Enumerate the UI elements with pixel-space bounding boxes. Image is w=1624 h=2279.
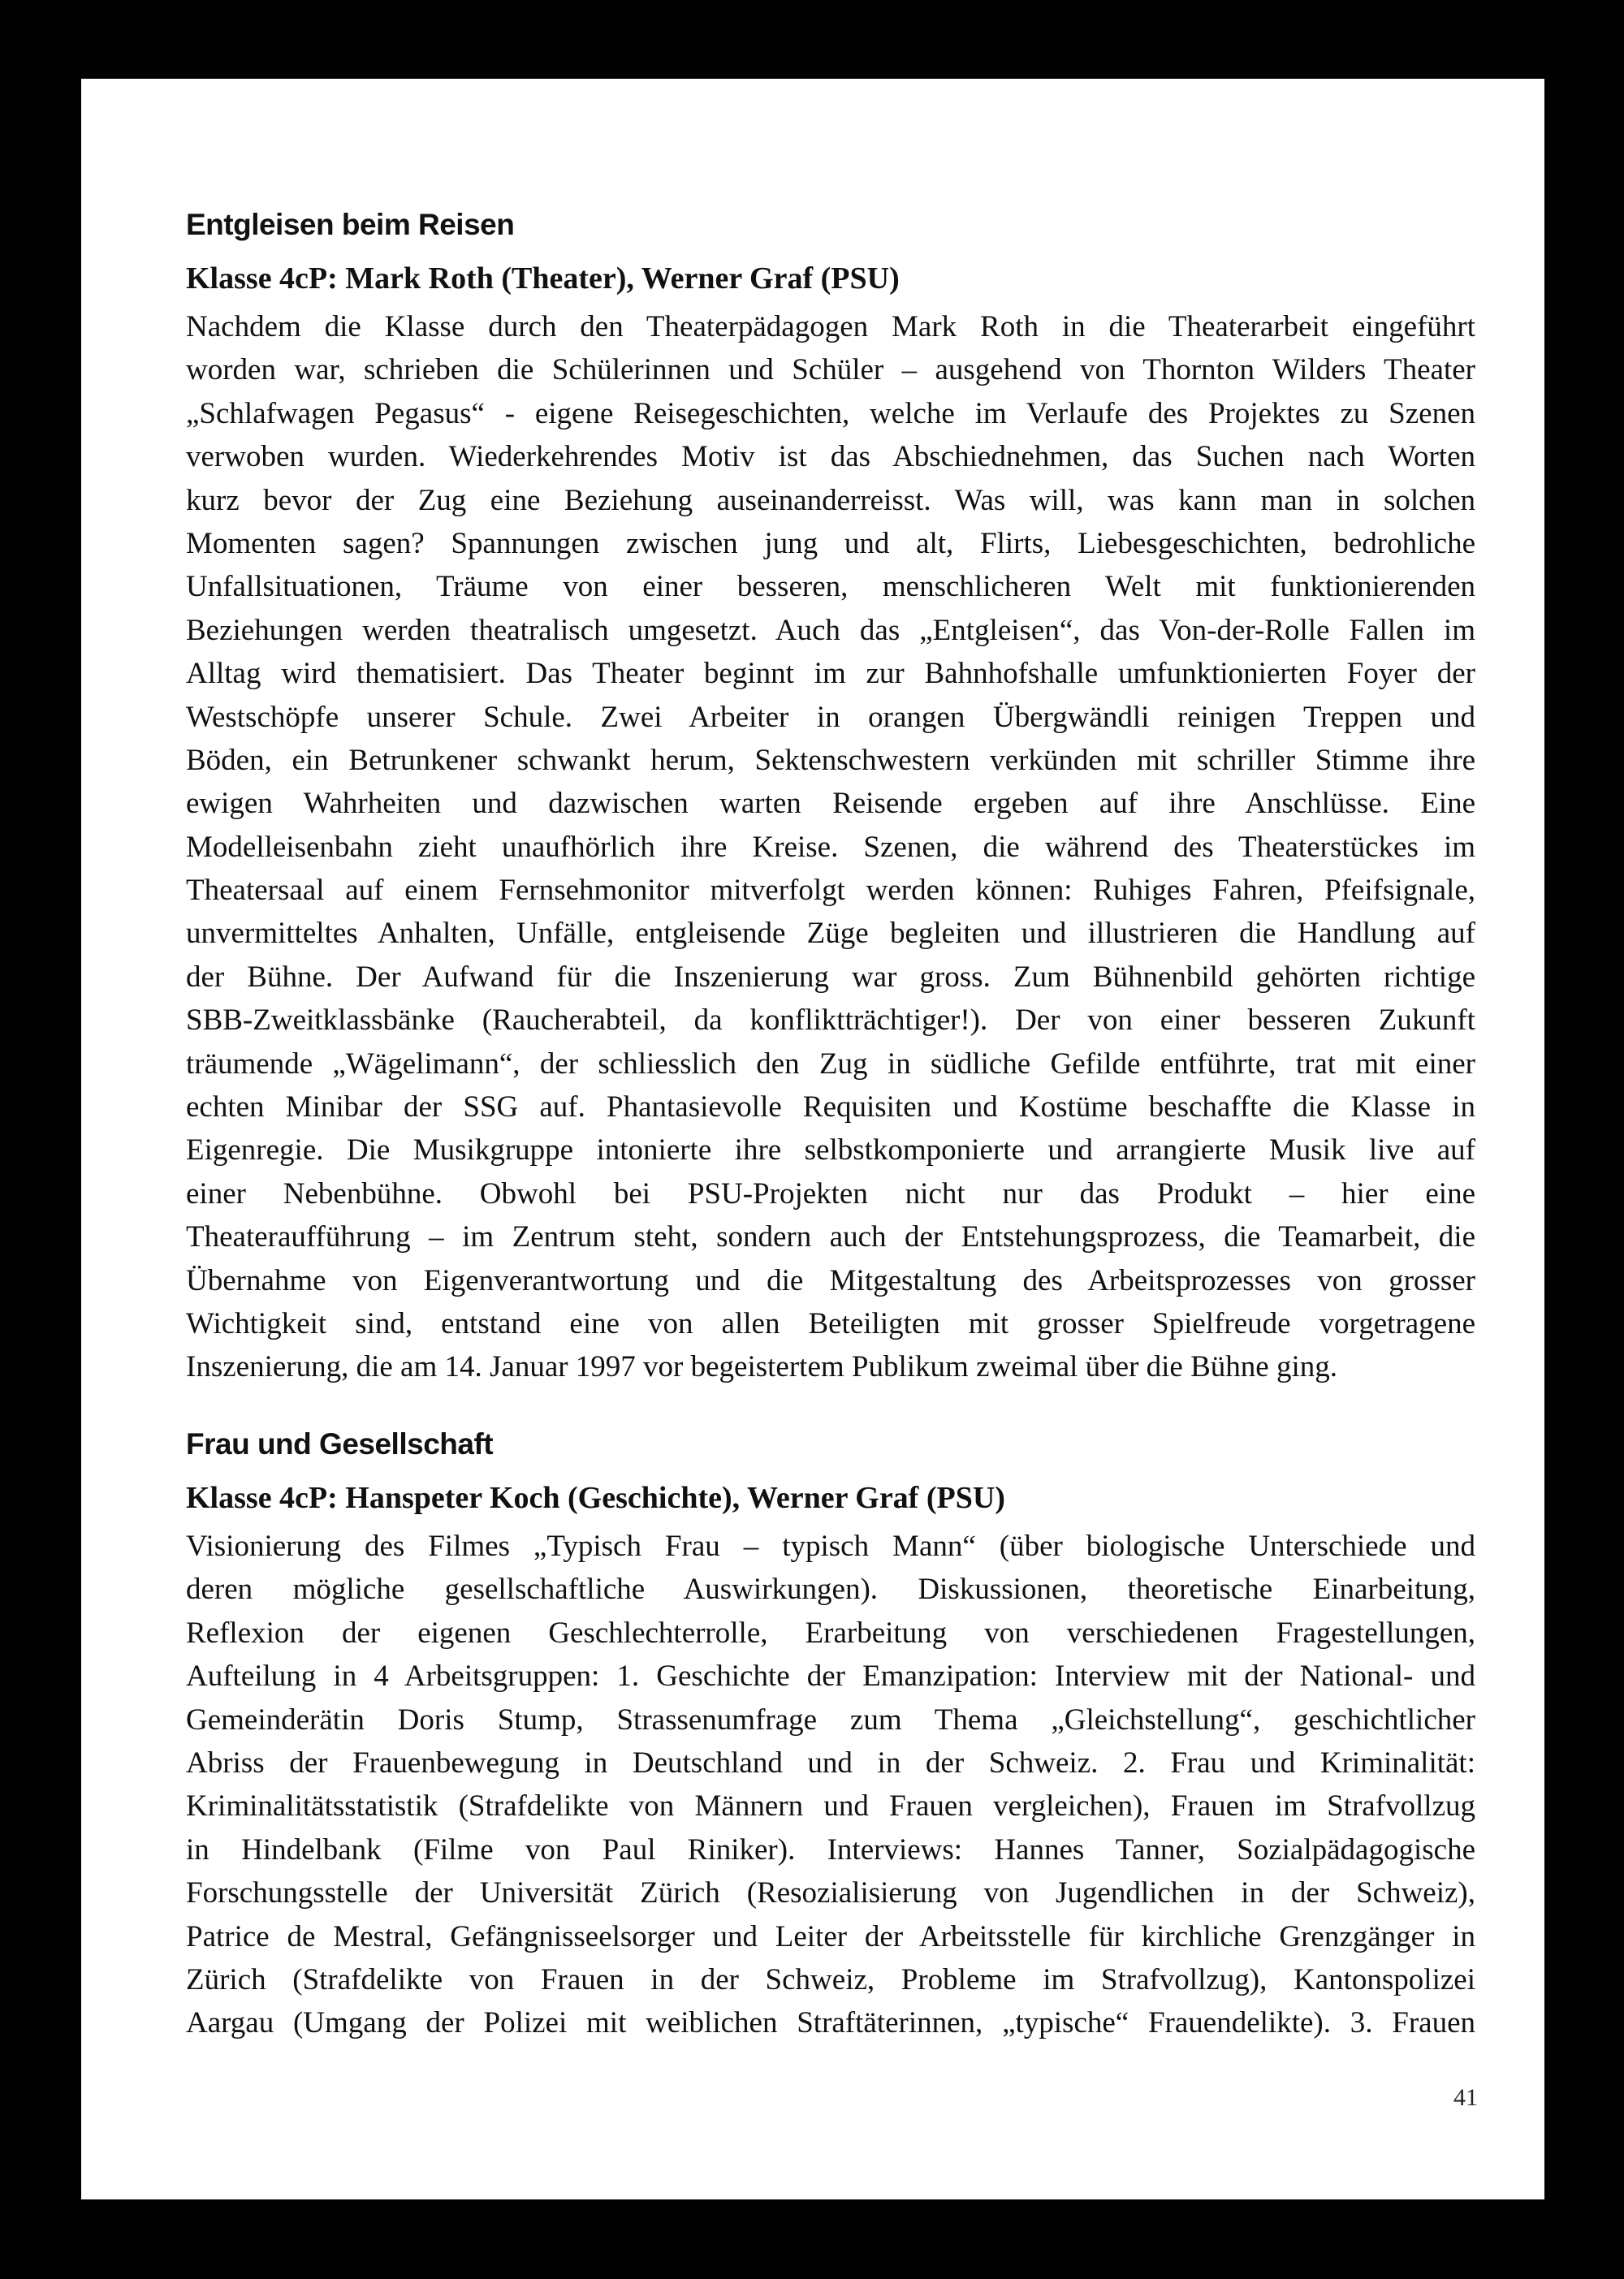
text-line: Momenten sagen? Spannungen zwischen jung und alt, Flirts, Liebesgeschichten, bedrohliche — [186, 526, 1475, 560]
text-line: Forschungsstelle der Universität Zürich (Resozialisierung von Jugendlichen in der Schweiz), — [186, 1876, 1475, 1910]
text-line: Wichtigkeit sind, entstand eine von allen Beteiligten mit grosser Spielfreude vorgetragene — [186, 1306, 1475, 1340]
text-line: der Bühne. Der Aufwand für die Inszenierung war gross. Zum Bühnenbild gehörten richtige — [186, 960, 1475, 994]
text-line: kurz bevor der Zug eine Beziehung auseinanderreisst. Was will, was kann man in solchen — [186, 483, 1475, 517]
text-line: Eigenregie. Die Musikgruppe intonierte ihre selbstkomponierte und arrangierte Musik live auf — [186, 1133, 1475, 1168]
text-line: verwoben wurden. Wiederkehrendes Motiv ist das Abschiednehmen, das Suchen nach Worten — [186, 440, 1475, 474]
text-line: träumende „Wägelimann“, der schliesslich den Zug in südliche Gefilde entführte, trat mit einer — [186, 1047, 1475, 1081]
text-line: SBB-Zweitklassbänke (Raucherabteil, da konfliktträchtiger!). Der von einer besseren Zukunft — [186, 1004, 1475, 1038]
section-entgleisen — [186, 203, 1475, 1389]
text-line: Modelleisenbahn zieht unaufhörlich ihre Kreise. Szenen, die während des Theaterstückes im — [186, 830, 1475, 864]
section-body — [186, 1525, 1475, 2045]
text-line: einer Nebenbühne. Obwohl bei PSU-Projekten nicht nur das Produkt – hier eine — [186, 1176, 1475, 1211]
text-line: Theatersaal auf einem Fernsehmonitor mitverfolgt werden können: Ruhiges Fahren, Pfeifsignale, — [186, 874, 1475, 908]
section-frau — [186, 1422, 1475, 2045]
text-line: in Hindelbank (Filme von Paul Riniker). Interviews: Hannes Tanner, Sozialpädagogische — [186, 1832, 1475, 1867]
section-body — [186, 305, 1475, 1389]
text-line: Westschöpfe unserer Schule. Zwei Arbeiter in orangen Übergwändli reinigen Treppen und — [186, 700, 1475, 734]
text-line: „Schlafwagen Pegasus“ - eigene Reisegeschichten, welche im Verlaufe des Projektes zu Szenen — [186, 396, 1475, 430]
section-heading: Frau und Gesellschaft — [186, 1427, 494, 1461]
text-line: Patrice de Mestral, Gefängnisseelsorger und Leiter der Arbeitsstelle für kirchliche Grenzgänger in — [186, 1919, 1475, 1953]
text-line: Kriminalitätsstatistik (Strafdelikte von Männern und Frauen vergleichen), Frauen im Strafvollzug — [186, 1789, 1475, 1824]
text-line: echten Minibar der SSG auf. Phantasievolle Requisiten und Kostüme beschaffte die Klasse in — [186, 1090, 1475, 1124]
text-line: Alltag wird thematisiert. Das Theater beginnt im zur Bahnhofshalle umfunktionierten Foyer der — [186, 657, 1475, 691]
section-heading: Entgleisen beim Reisen — [186, 208, 515, 241]
text-line: Abriss der Frauenbewegung in Deutschland und in der Schweiz. 2. Frau und Kriminalität: — [186, 1746, 1475, 1780]
text-line: Reflexion der eigenen Geschlechterrolle, Erarbeitung von verschiedenen Fragestellungen, — [186, 1616, 1475, 1650]
text-line: Aargau (Umgang der Polizei mit weiblichen Straftäterinnen, „typische“ Frauendelikte). 3. Frauen — [186, 2006, 1475, 2040]
text-line: Nachdem die Klasse durch den Theaterpädagogen Mark Roth in die Theaterarbeit eingeführt — [186, 310, 1475, 343]
text-line: Aufteilung in 4 Arbeitsgruppen: 1. Geschichte der Emanzipation: Interview mit der National- und — [186, 1660, 1475, 1694]
text-line: Visionierung des Filmes „Typisch Frau – typisch Mann“ (über biologische Unterschiede und — [186, 1530, 1475, 1563]
text-line: Unfallsituationen, Träume von einer besseren, menschlicheren Welt mit funktionierenden — [186, 570, 1475, 604]
text-line: worden war, schrieben die Schülerinnen und Schüler – ausgehend von Thornton Wilders Theater — [186, 353, 1475, 387]
text-line: Beziehungen werden theatralisch umgesetzt. Auch das „Entgleisen“, das Von-der-Rolle Fallen im — [186, 613, 1475, 647]
text-line: unvermitteltes Anhalten, Unfälle, entgleisende Züge begleiten und illustrieren die Handlung auf — [186, 917, 1475, 951]
document-page — [81, 79, 1544, 2199]
section-subheading: Klasse 4cP: Hanspeter Koch (Geschichte), Werner Graf (PSU) — [186, 1481, 1005, 1515]
text-line: Zürich (Strafdelikte von Frauen in der Schweiz, Probleme im Strafvollzug), Kantonspolizei — [186, 1962, 1475, 1996]
text-line: deren mögliche gesellschaftliche Auswirkungen). Diskussionen, theoretische Einarbeitung, — [186, 1573, 1475, 1607]
text-line: Böden, ein Betrunkener schwankt herum, Sektenschwestern verkünden mit schriller Stimme ihre — [186, 743, 1475, 777]
section-subheading: Klasse 4cP: Mark Roth (Theater), Werner Graf (PSU) — [186, 261, 900, 296]
page-number: 41 — [1453, 2084, 1478, 2111]
text-line: Gemeinderätin Doris Stump, Strassenumfrage zum Thema „Gleichstellung“, geschichtlicher — [186, 1703, 1475, 1737]
text-line: Theateraufführung – im Zentrum steht, sondern auch der Entstehungsprozess, die Teamarbeit, die — [186, 1220, 1475, 1254]
text-line: Übernahme von Eigenverantwortung und die Mitgestaltung des Arbeitsprozesses von grosser — [186, 1263, 1475, 1297]
text-line: Inszenierung, die am 14. Januar 1997 vor begeistertem Publikum zweimal über die Bühne ging. — [186, 1350, 1337, 1384]
text-line: ewigen Wahrheiten und dazwischen warten Reisende ergeben auf ihre Anschlüsse. Eine — [186, 787, 1475, 821]
